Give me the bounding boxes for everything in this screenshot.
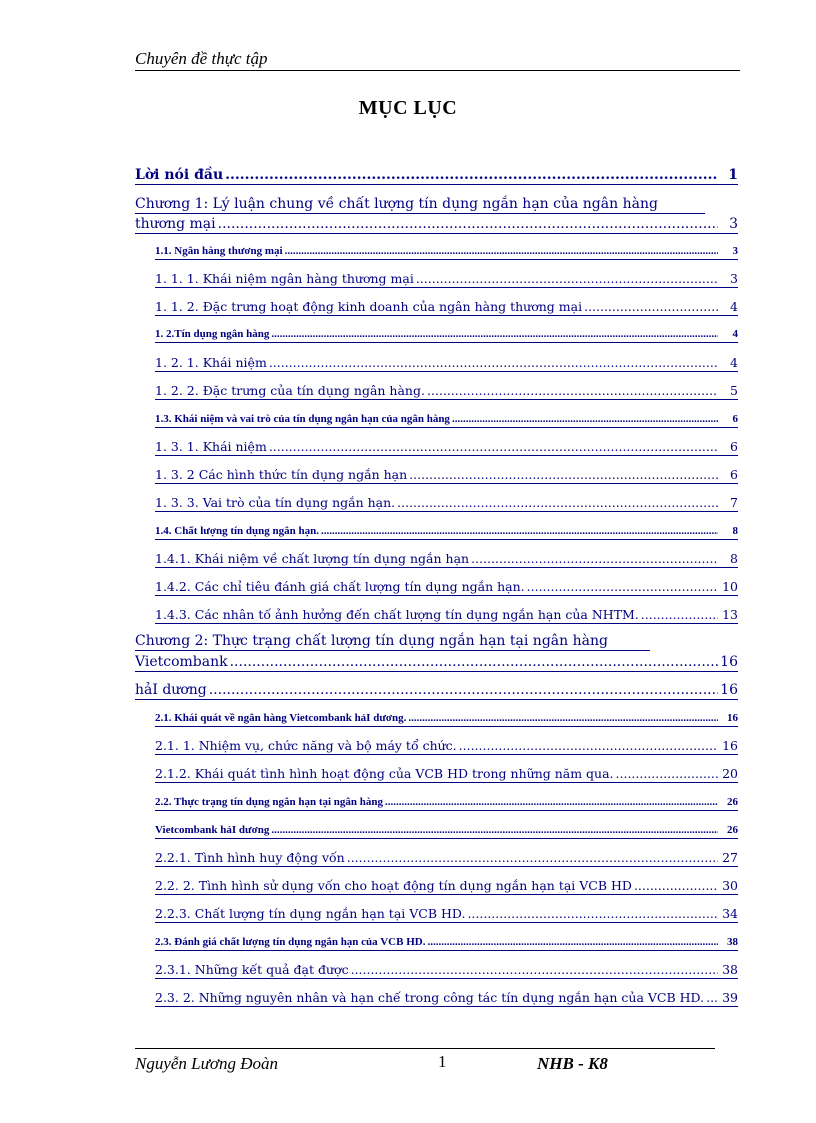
- toc-entry-title: hảI dương: [135, 682, 207, 698]
- toc-link-1-3-1[interactable]: [155, 438, 738, 456]
- toc-leader-dots: [584, 298, 718, 315]
- toc-entry-title: 2.2. 2. Tình hình sử dụng vốn cho hoạt động tín dụng ngắn hạn tại VCB HD: [155, 878, 632, 893]
- toc-entry-page: 6: [732, 413, 738, 425]
- toc-leader-dots: [471, 550, 718, 567]
- toc-entry-page: 1: [728, 167, 738, 183]
- toc-entry-title: 1. 2. 2. Đặc trưng của tín dụng ngân hàng.: [155, 383, 425, 398]
- toc-entry-page: 6: [730, 439, 738, 454]
- toc-leader-dots: [409, 466, 718, 483]
- toc-entry-page: 38: [727, 936, 738, 948]
- toc-entry-page: 8: [732, 525, 738, 537]
- footer-class: NHB - K8: [537, 1054, 608, 1073]
- toc-entry-page: 16: [720, 654, 738, 670]
- toc-leader-dots: [527, 578, 718, 595]
- toc-leader-dots: [427, 934, 718, 950]
- toc-link-2-1-1[interactable]: [155, 737, 738, 755]
- toc-entry-page: 4: [732, 328, 738, 340]
- toc-link-1-1-1[interactable]: [155, 270, 738, 288]
- toc-leader-dots: [218, 215, 718, 233]
- toc-entry-title: 1.4.1. Khái niệm về chất lượng tín dụng ngắn hạn: [155, 551, 470, 566]
- toc-entry-title: 1. 3. 2 Các hình thức tín dụng ngắn hạn: [155, 467, 408, 482]
- toc-entry-page: 26: [727, 796, 738, 808]
- header-rule: [135, 70, 740, 71]
- toc-leader-dots: [225, 166, 718, 184]
- toc-entry-title: 1.4.2. Các chỉ tiêu đánh giá chất lượng tín dụng ngắn hạn.: [155, 579, 525, 594]
- toc-leader-dots: [321, 523, 718, 539]
- toc-entry-page: 4: [730, 299, 738, 314]
- toc-entry-page: 8: [730, 551, 738, 566]
- toc-entry-page: 3: [732, 245, 738, 257]
- toc-link-2-2-cont[interactable]: [155, 822, 738, 839]
- toc-link-chapter-2-line-1[interactable]: Chương 2: Thực trạng chất lượng tín dụng ngắn hạn tại ngân hàng: [135, 632, 650, 651]
- toc-entry-page: 39: [722, 990, 738, 1005]
- toc-entry-title: 2.2.1. Tình hình huy động vốn: [155, 850, 345, 865]
- footer-page-number: 1: [438, 1052, 447, 1071]
- toc-entry-title: 1.1. Ngân hàng thương mại: [155, 245, 283, 257]
- toc-leader-dots: [271, 822, 718, 838]
- toc-entry-page: 38: [722, 962, 738, 977]
- toc-entry-title: 2.3.1. Những kết quả đạt được: [155, 962, 349, 977]
- toc-link-preface[interactable]: [135, 166, 738, 185]
- toc-entry-page: 16: [722, 738, 738, 753]
- toc-entry-title: 1.3. Khái niệm và vai trò của tín dụng ngắn hạn của ngân hàng: [155, 413, 450, 425]
- toc-entry-title: 2.1. Khái quát về ngân hàng Vietcombank hảI dương.: [155, 712, 407, 724]
- toc-leader-dots: [427, 382, 718, 399]
- toc-entry-page: 16: [727, 712, 738, 724]
- toc-entry-page: 27: [722, 850, 738, 865]
- toc-entry-title: 1.4.3. Các nhân tố ảnh hưởng đến chất lượng tín dụng ngắn hạn của NHTM.: [155, 607, 639, 622]
- toc-leader-dots: [467, 905, 718, 922]
- toc-link-1-2-1[interactable]: [155, 354, 738, 372]
- toc-link-2-3[interactable]: [155, 934, 738, 951]
- toc-leader-dots: [351, 961, 718, 978]
- toc-link-1-3-2[interactable]: [155, 466, 738, 484]
- toc-entry-page: 13: [722, 607, 738, 622]
- toc-entry-title: Vietcombank hảI dương: [155, 824, 270, 836]
- toc-link-1-1[interactable]: [155, 243, 738, 260]
- toc-leader-dots: [641, 606, 718, 623]
- toc-entry-title: 2.1. 1. Nhiệm vụ, chức năng và bộ máy tổ chức.: [155, 738, 457, 753]
- toc-leader-dots: [616, 765, 718, 782]
- toc-leader-dots: [706, 989, 718, 1006]
- toc-leader-dots: [634, 877, 718, 894]
- toc-entry-page: 34: [722, 906, 738, 921]
- toc-link-1-3-3[interactable]: [155, 494, 738, 512]
- toc-link-1-2-2[interactable]: [155, 382, 738, 400]
- footer-author: Nguyễn Lương Đoàn: [135, 1054, 279, 1073]
- toc-entry-page: 20: [722, 766, 738, 781]
- toc-leader-dots: [459, 737, 718, 754]
- toc-entry-page: 3: [729, 216, 738, 232]
- toc-entry-page: 7: [730, 495, 738, 510]
- toc-entry-page: 6: [730, 467, 738, 482]
- toc-link-2-3-1[interactable]: [155, 961, 738, 979]
- toc-leader-dots: [285, 243, 718, 259]
- toc-link-2-1-2[interactable]: [155, 765, 738, 783]
- toc-link-chapter-2-cont[interactable]: [135, 681, 738, 700]
- toc-leader-dots: [416, 270, 718, 287]
- toc-link-1-4-2[interactable]: [155, 578, 738, 596]
- toc-entry-title: 1. 3. 1. Khái niệm: [155, 439, 267, 454]
- toc-entry-title: 1. 3. 3. Vai trò của tín dụng ngắn hạn.: [155, 495, 396, 510]
- toc-link-1-1-2[interactable]: [155, 298, 738, 316]
- toc-entry-page: 10: [722, 579, 738, 594]
- toc-entry-title: 1. 2.Tín dụng ngân hàng: [155, 328, 270, 340]
- toc-entry-title: 1. 1. 1. Khái niệm ngân hàng thương mại: [155, 271, 414, 286]
- toc-entry-page: 3: [730, 271, 738, 286]
- toc-entry-title: 1. 1. 2. Đặc trưng hoạt động kinh doanh của ngân hàng thương mại: [155, 299, 583, 314]
- toc-entry-title: thương mại: [135, 216, 216, 232]
- toc-leader-dots: [269, 354, 718, 371]
- toc-leader-dots: [209, 681, 718, 699]
- toc-leader-dots: [269, 438, 718, 455]
- toc-entry-page: 5: [730, 383, 738, 398]
- toc-entry-page: 4: [730, 355, 738, 370]
- toc-link-2-2-1[interactable]: [155, 849, 738, 867]
- toc-entry-title: 2.3. 2. Những nguyên nhân và hạn chế trong công tác tín dụng ngắn hạn của VCB HD.: [155, 990, 705, 1005]
- header-title: Chuyên đề thực tập: [135, 49, 268, 68]
- toc-entry-page: 26: [727, 824, 738, 836]
- toc-entry-title: 1.4. Chất lượng tín dụng ngắn hạn.: [155, 525, 320, 537]
- toc-leader-dots: [452, 411, 718, 427]
- toc-entry-title: Vietcombank: [135, 654, 228, 670]
- toc-link-2-2-3[interactable]: [155, 905, 738, 923]
- toc-link-1-4[interactable]: [155, 523, 738, 540]
- toc-entry-page: 30: [722, 878, 738, 893]
- toc-link-2-1[interactable]: [155, 710, 738, 727]
- toc-entry-title: 2.3. Đánh giá chất lượng tín dụng ngắn hạn của VCB HD.: [155, 936, 426, 948]
- toc-link-chapter-2[interactable]: [135, 653, 738, 672]
- toc-leader-dots: [347, 849, 718, 866]
- toc-link-chapter-1-line-1[interactable]: Chương 1: Lý luận chung về chất lượng tín dụng ngắn hạn của ngân hàng: [135, 195, 705, 214]
- toc-link-2-3-2[interactable]: [155, 989, 738, 1007]
- page-title: MỤC LỤC: [358, 97, 458, 119]
- toc-entry-title: 2.2. Thực trạng tín dụng ngắn hạn tại ngân hàng: [155, 796, 384, 808]
- toc-link-2-2-2[interactable]: [155, 877, 738, 895]
- toc-entry-title: 1. 2. 1. Khái niệm: [155, 355, 267, 370]
- toc-entry-page: 16: [720, 682, 738, 698]
- toc-link-2-2[interactable]: [155, 794, 738, 811]
- toc-entry-title: 2.1.2. Khái quát tình hình hoạt động của VCB HD trong những năm qua.: [155, 766, 614, 781]
- toc-leader-dots: [408, 710, 718, 726]
- toc-link-1-4-1[interactable]: [155, 550, 738, 568]
- toc-entry-title: Lời nói đầu: [135, 167, 224, 183]
- toc-leader-dots: [230, 653, 718, 671]
- toc-leader-dots: [271, 326, 718, 342]
- toc-link-1-4-3[interactable]: [155, 606, 738, 624]
- toc-link-1-2[interactable]: [155, 326, 738, 343]
- toc-link-1-3[interactable]: [155, 411, 738, 428]
- toc-entry-title: 2.2.3. Chất lượng tín dụng ngắn hạn tại VCB HD.: [155, 906, 466, 921]
- toc-leader-dots: [397, 494, 718, 511]
- footer-rule: [135, 1048, 715, 1049]
- toc-link-chapter-1[interactable]: [135, 215, 738, 234]
- toc-leader-dots: [385, 794, 718, 810]
